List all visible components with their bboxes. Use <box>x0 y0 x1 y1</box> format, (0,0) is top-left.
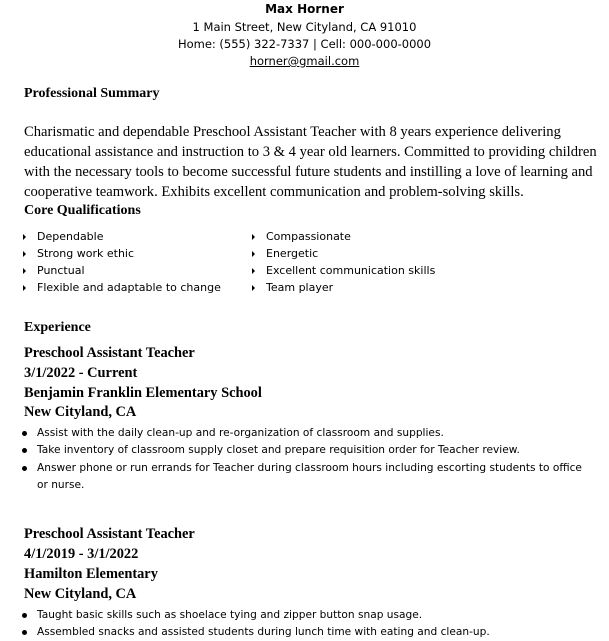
experience-heading: Experience <box>24 320 91 335</box>
bullet-icon <box>23 234 26 240</box>
bullet-icon <box>252 268 255 274</box>
bullet-icon <box>22 431 27 436</box>
job-dates: 3/1/2022 - Current <box>24 365 138 381</box>
core-qualifications-heading: Core Qualifications <box>24 203 141 218</box>
job-location: New Cityland, CA <box>24 586 137 602</box>
bullet-icon <box>22 630 27 635</box>
qualification-item: Dependable <box>37 230 104 243</box>
qualification-item: Punctual <box>37 264 85 277</box>
bullet-icon <box>23 268 26 274</box>
qualification-item: Excellent communication skills <box>266 264 435 277</box>
summary-text: Charismatic and dependable Preschool Assistant Teacher with 8 years experience delivering educational assistance and instruction to 3 & 4 year old learners. Committed to providing children with the necessary tools to become successful future students and instilling a love of learning and cooperative teamwork. Exhibits excellent communication and problem-solving skills. <box>24 124 597 200</box>
bullet-icon <box>252 234 255 240</box>
job-employer: Hamilton Elementary <box>24 566 158 582</box>
qualification-item: Energetic <box>266 247 318 260</box>
bullet-icon <box>22 613 27 618</box>
email-link-wrap <box>0 54 609 68</box>
bullet-icon <box>22 466 27 471</box>
job-dates: 4/1/2019 - 3/1/2022 <box>24 546 139 562</box>
job-title: Preschool Assistant Teacher <box>24 526 195 542</box>
qualification-item: Strong work ethic <box>37 247 134 260</box>
job-location: New Cityland, CA <box>24 404 137 420</box>
professional-summary-heading: Professional Summary <box>24 86 160 101</box>
bullet-icon <box>23 285 26 291</box>
duty-item: Take inventory of classroom supply closet and prepare requisition order for Teacher review. <box>37 442 597 459</box>
qualification-item: Team player <box>266 281 333 294</box>
qualification-item: Compassionate <box>266 230 351 243</box>
job-title: Preschool Assistant Teacher <box>24 345 195 361</box>
bullet-icon <box>22 448 27 453</box>
candidate-name: Max Horner <box>265 2 344 16</box>
job-employer: Benjamin Franklin Elementary School <box>24 385 262 401</box>
duty-item: Assembled snacks and assisted students during lunch time with eating and clean-up. <box>37 624 597 641</box>
duty-item: Taught basic skills such as shoelace tying and zipper button snap usage. <box>37 607 597 624</box>
duty-item: Assist with the daily clean-up and re-organization of classroom and supplies. <box>37 425 597 442</box>
bullet-icon <box>23 251 26 257</box>
phone-numbers: Home: (555) 322-7337 | Cell: 000-000-0000 <box>177 37 432 51</box>
bullet-icon <box>252 251 255 257</box>
qualification-item: Flexible and adaptable to change <box>37 281 221 294</box>
email-link[interactable]: horner@gmail.com <box>249 54 360 68</box>
address: 1 Main Street, New Cityland, CA 91010 <box>192 20 417 34</box>
bullet-icon <box>252 285 255 291</box>
duty-item: Answer phone or run errands for Teacher during classroom hours including escorting students to office or nurse. <box>37 460 582 494</box>
